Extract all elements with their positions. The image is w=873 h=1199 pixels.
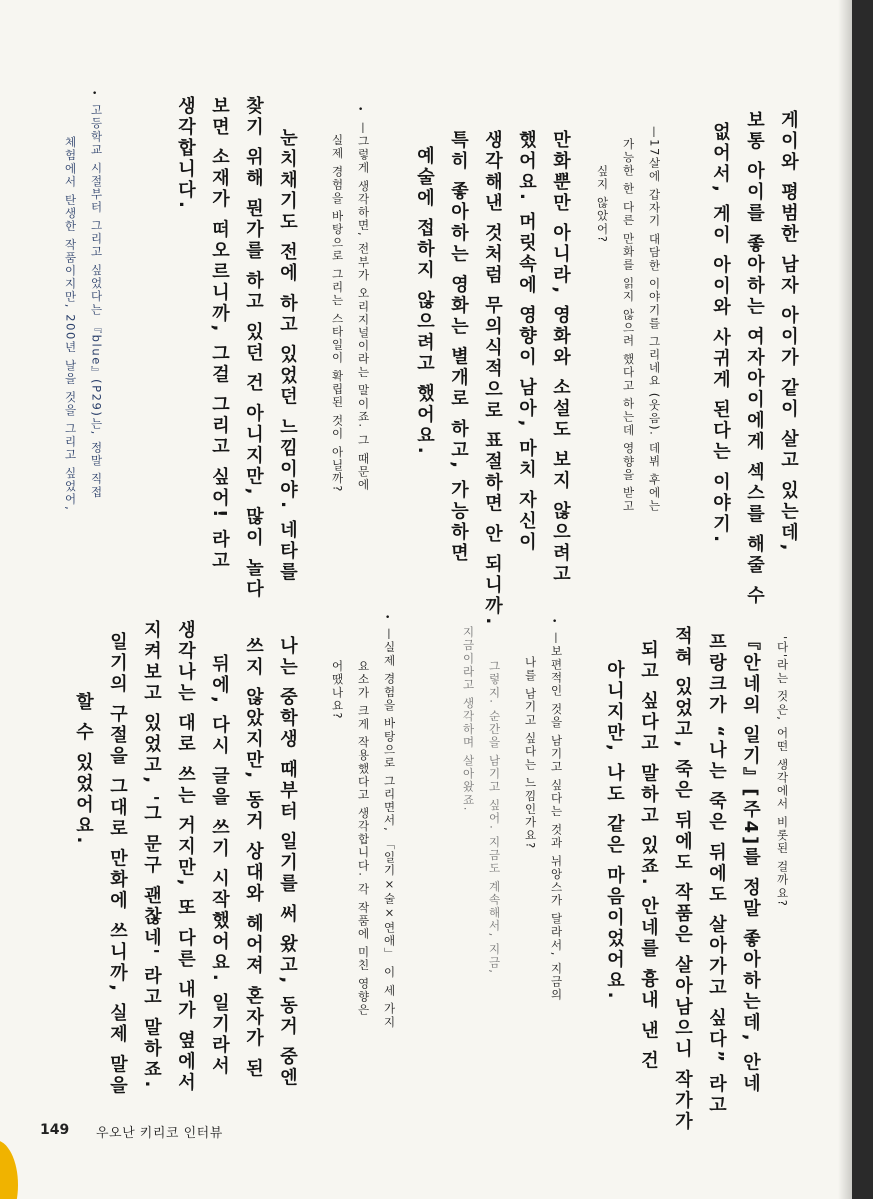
bullet: • — [552, 617, 558, 627]
body-text: 적혀 있었고, 죽은 뒤에도 작품은 살아남으니 작가가 — [672, 626, 693, 1133]
body-text: 뒤에, 다시 글을 쓰기 시작했어요. 일기라서 — [209, 654, 230, 1078]
question-text: 실제 경험을 바탕으로 그리는 스타일이 확립된 것이 아닐까? — [330, 134, 345, 493]
running-title: 우오난 키리코 인터뷰 — [96, 1126, 223, 1141]
question-text: —그렇게 생각하면, 전부가 오리지널이라는 말이죠. 그 때문에 — [356, 122, 371, 492]
question-text: '다'라는 것은, 어떤 생각에서 비롯된 걸까요? — [775, 636, 790, 908]
body-text: 보면 소재가 떠오르니까, 그걸 그리고 싶어! 라고 — [209, 96, 230, 572]
body-text: 없어서, 게이 아이와 사귀게 된다는 이야기. — [710, 122, 731, 546]
body-text: 눈치채기도 전에 하고 있었던 느낌이야. 네타를 — [277, 128, 298, 584]
bullet: • — [92, 89, 98, 99]
body-text: 지금이라고 생각하며 살아왔죠. — [461, 626, 476, 813]
question-text: 어땠나요? — [330, 660, 345, 721]
body-text: 생각해낸 것처럼 무의식적으로 표절하면 안 되니까. — [482, 130, 503, 628]
note-text: 체험에서 탄생한 작품이지만, 200년 날을 것을 그리고 싶었어, — [63, 136, 78, 512]
question-text: —보편적인 것을 남기고 싶다는 것과 뉘앙스가 달라서, 지금의 — [549, 632, 564, 1002]
question-text: 싶지 않았어? — [595, 165, 610, 244]
body-text: 찾기 위해 뭔가를 하고 있던 건 아니지만, 많이 놀다 — [243, 96, 264, 600]
body-text: 나는 중학생 때부터 일기를 써 왔고, 동거 중엔 — [277, 636, 298, 1089]
body-text: 게이와 평범한 남자 아이가 같이 살고 있는데, — [778, 110, 799, 554]
body-text: 예술에 접하지 않으려고 했어요. — [414, 146, 435, 457]
body-text: 프랑크가 “나는 죽은 뒤에도 살아가고 싶다” 라고 — [706, 632, 727, 1117]
body-text: 쓰지 않았지만, 동거 상대와 헤어져 혼자가 된 — [243, 636, 264, 1080]
note-text: 고등학교 시절부터 그리고 싶었다는 『blue』(P29)는, 정말 직접 — [89, 104, 104, 499]
question-text: —실제 경험을 바탕으로 그리면서, 「일기×술×연애」 이 세 가지 — [382, 628, 397, 1029]
thumb-shape — [0, 1140, 18, 1199]
body-text: 보통 아이를 좋아하는 여자아이에게 섹스를 해줄 수 — [744, 110, 765, 607]
body-text: 지켜보고 있었고, '그 문구 괜찮네' 라고 말하죠. — [141, 620, 162, 1091]
question-text: 가능한 한 다른 만화를 읽지 않으려 했다고 하는데 영향을 받고 — [621, 138, 636, 513]
body-text: 특히 좋아하는 영화는 별개로 하고, 가능하면 — [448, 130, 469, 565]
bullet: • — [358, 105, 364, 115]
body-text: 생각나는 대로 쓰는 거지만, 또 다른 내가 옆에서 — [175, 620, 196, 1094]
body-text: 되고 싶다고 말하고 있죠. 안네를 흉내 낸 건 — [638, 640, 659, 1072]
body-text: 할 수 있었어요. — [73, 692, 94, 847]
body-text: 그렇지. 순간을 남기고 싶어. 지금도 계속해서, 지금, — [487, 660, 502, 975]
body-text: 만화뿐만 아니라, 영화와 소설도 보지 않으려고 — [550, 130, 571, 586]
question-text: —17살에 갑자기 대담한 이야기를 그리네요 (웃음). 데뷔 후에는 — [647, 126, 662, 513]
question-text: 요소가 크게 작용했다고 생각합니다. 각 작품에 미친 영향은 — [356, 660, 371, 1017]
body-text: 생각합니다. — [175, 96, 196, 211]
question-text: 나를 남기고 싶다는 느낌인가요? — [523, 656, 538, 850]
bullet: • — [385, 613, 391, 623]
body-text: 아니지만, 나도 같은 마음이었어요. — [604, 660, 625, 1002]
body-text: 일기의 구절을 그대로 만화에 쓰니까, 실제 말을 — [107, 632, 128, 1097]
body-text: 했어요. 머릿속에 영향이 남아, 마치 자신이 — [516, 130, 537, 554]
body-text: 『안네의 일기』[주4]를 정말 좋아하는데, 안네 — [740, 632, 761, 1095]
page-number: 149 — [40, 1122, 70, 1138]
page-edge-shadow — [838, 0, 852, 1199]
